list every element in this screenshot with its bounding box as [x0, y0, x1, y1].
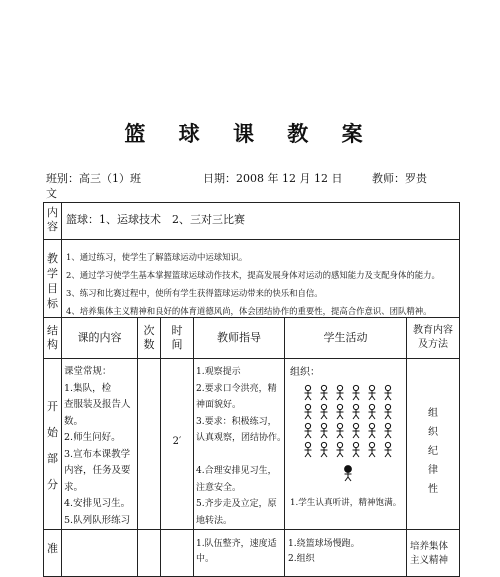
formation-diagram — [290, 380, 402, 492]
goal-item: 2、通过学习使学生基本掌握篮球运球动作技术，提高发展身体对运动的感知能力及支配身体的能力。 — [66, 270, 440, 280]
opening-content: 课堂常规： 1.集队，检 查服装及报告人 数。 2.师生问好。 3.宣布本课教学 内容，任务及要 求。 4.安排见习生。 5.队列队形练习 — [64, 366, 131, 526]
prep-student: 1.绕篮球场慢跑。 2.组织 — [288, 539, 360, 564]
opening-guidance: 1.观察提示 2.要求口令洪亮，精 神面貌好。 3.要求：积极练习， 认真观察，团结协作。 4.合理安排见习生， 注意安全。 5.齐步走及立定，原 地转法。 — [196, 367, 287, 526]
opening-edu: 组 织 纪 律 性 — [428, 408, 438, 495]
goals-list — [66, 248, 458, 320]
goals-label: 教 学 目 标 — [47, 252, 58, 310]
header-structure: 结 构 — [47, 324, 58, 351]
stick-figure-icon — [385, 442, 392, 457]
stick-figure-icon — [321, 423, 328, 438]
goal-item: 3、练习和比赛过程中，使所有学生获得篮球运动带来的快乐和自信。 — [66, 288, 323, 298]
teacher-info: 教师：罗贵 — [372, 172, 427, 185]
stick-figure-icon — [321, 385, 328, 400]
stick-figure-icon — [353, 404, 360, 419]
goal-item: 1、通过练习，使学生了解篮球运动中运球知识。 — [66, 252, 248, 262]
stick-figure-icon — [321, 404, 328, 419]
stick-figure-icon — [305, 442, 312, 457]
class-info: 班别：高三（1）班 — [46, 172, 141, 185]
header-time: 时 间 — [171, 324, 183, 351]
student-org-label: 组织： — [290, 367, 320, 378]
prep-guidance: 1.队伍整齐，速度适 中。 — [196, 539, 277, 564]
stick-figure-icon — [369, 442, 376, 457]
stick-figure-icon — [385, 423, 392, 438]
stick-figure-icon — [305, 385, 312, 400]
content-label: 内 容 — [47, 206, 58, 233]
stick-figure-icon — [321, 442, 328, 457]
teacher-info-wrap: 文 — [46, 187, 57, 200]
header-count: 次 数 — [143, 324, 155, 351]
date-info: 日期：2008 年 12 月 12 日 — [203, 172, 343, 185]
prep-edu: 培养集体 主义精神 — [410, 541, 449, 566]
stick-figure-icon — [305, 423, 312, 438]
lesson-title: 篮 球 课 教 案 — [124, 121, 376, 146]
header-content: 课的内容 — [77, 331, 122, 344]
stick-figure-icon — [369, 423, 376, 438]
stick-figure-icon — [353, 423, 360, 438]
header-guidance: 教师指导 — [217, 331, 261, 344]
stick-figure-icon — [369, 404, 376, 419]
section-divider — [43, 529, 460, 530]
prep-label: 准 — [47, 542, 58, 555]
stick-figure-icon — [353, 442, 360, 457]
stick-figure-icon — [385, 385, 392, 400]
content-text: 篮球：1、运球技术 2、三对三比赛 — [66, 213, 245, 226]
stick-figure-icon — [337, 423, 344, 438]
header-student: 学生活动 — [323, 331, 368, 344]
stick-figure-icon — [305, 404, 312, 419]
stick-figure-icon — [353, 385, 360, 400]
stick-figure-icon — [337, 442, 344, 457]
stick-figure-icon — [337, 385, 344, 400]
goal-item: 4、培养集体主义精神和良好的体育道德风尚，体会团结协作的重要性，提高合作意识、团队精神。 — [66, 306, 432, 316]
opening-label: 开 始 部 分 — [47, 400, 58, 491]
student-listen-text: 1.学生认真听讲，精神饱满。 — [290, 498, 402, 508]
col-count — [137, 317, 161, 577]
stick-figure-icon — [369, 385, 376, 400]
stick-figure-icon — [385, 404, 392, 419]
stick-figure-icon — [337, 404, 344, 419]
formation-svg — [290, 380, 402, 492]
opening-time: 2′ — [172, 436, 182, 447]
teacher-figure-icon — [345, 466, 352, 481]
header-edu: 教育内容 及方法 — [413, 325, 453, 350]
